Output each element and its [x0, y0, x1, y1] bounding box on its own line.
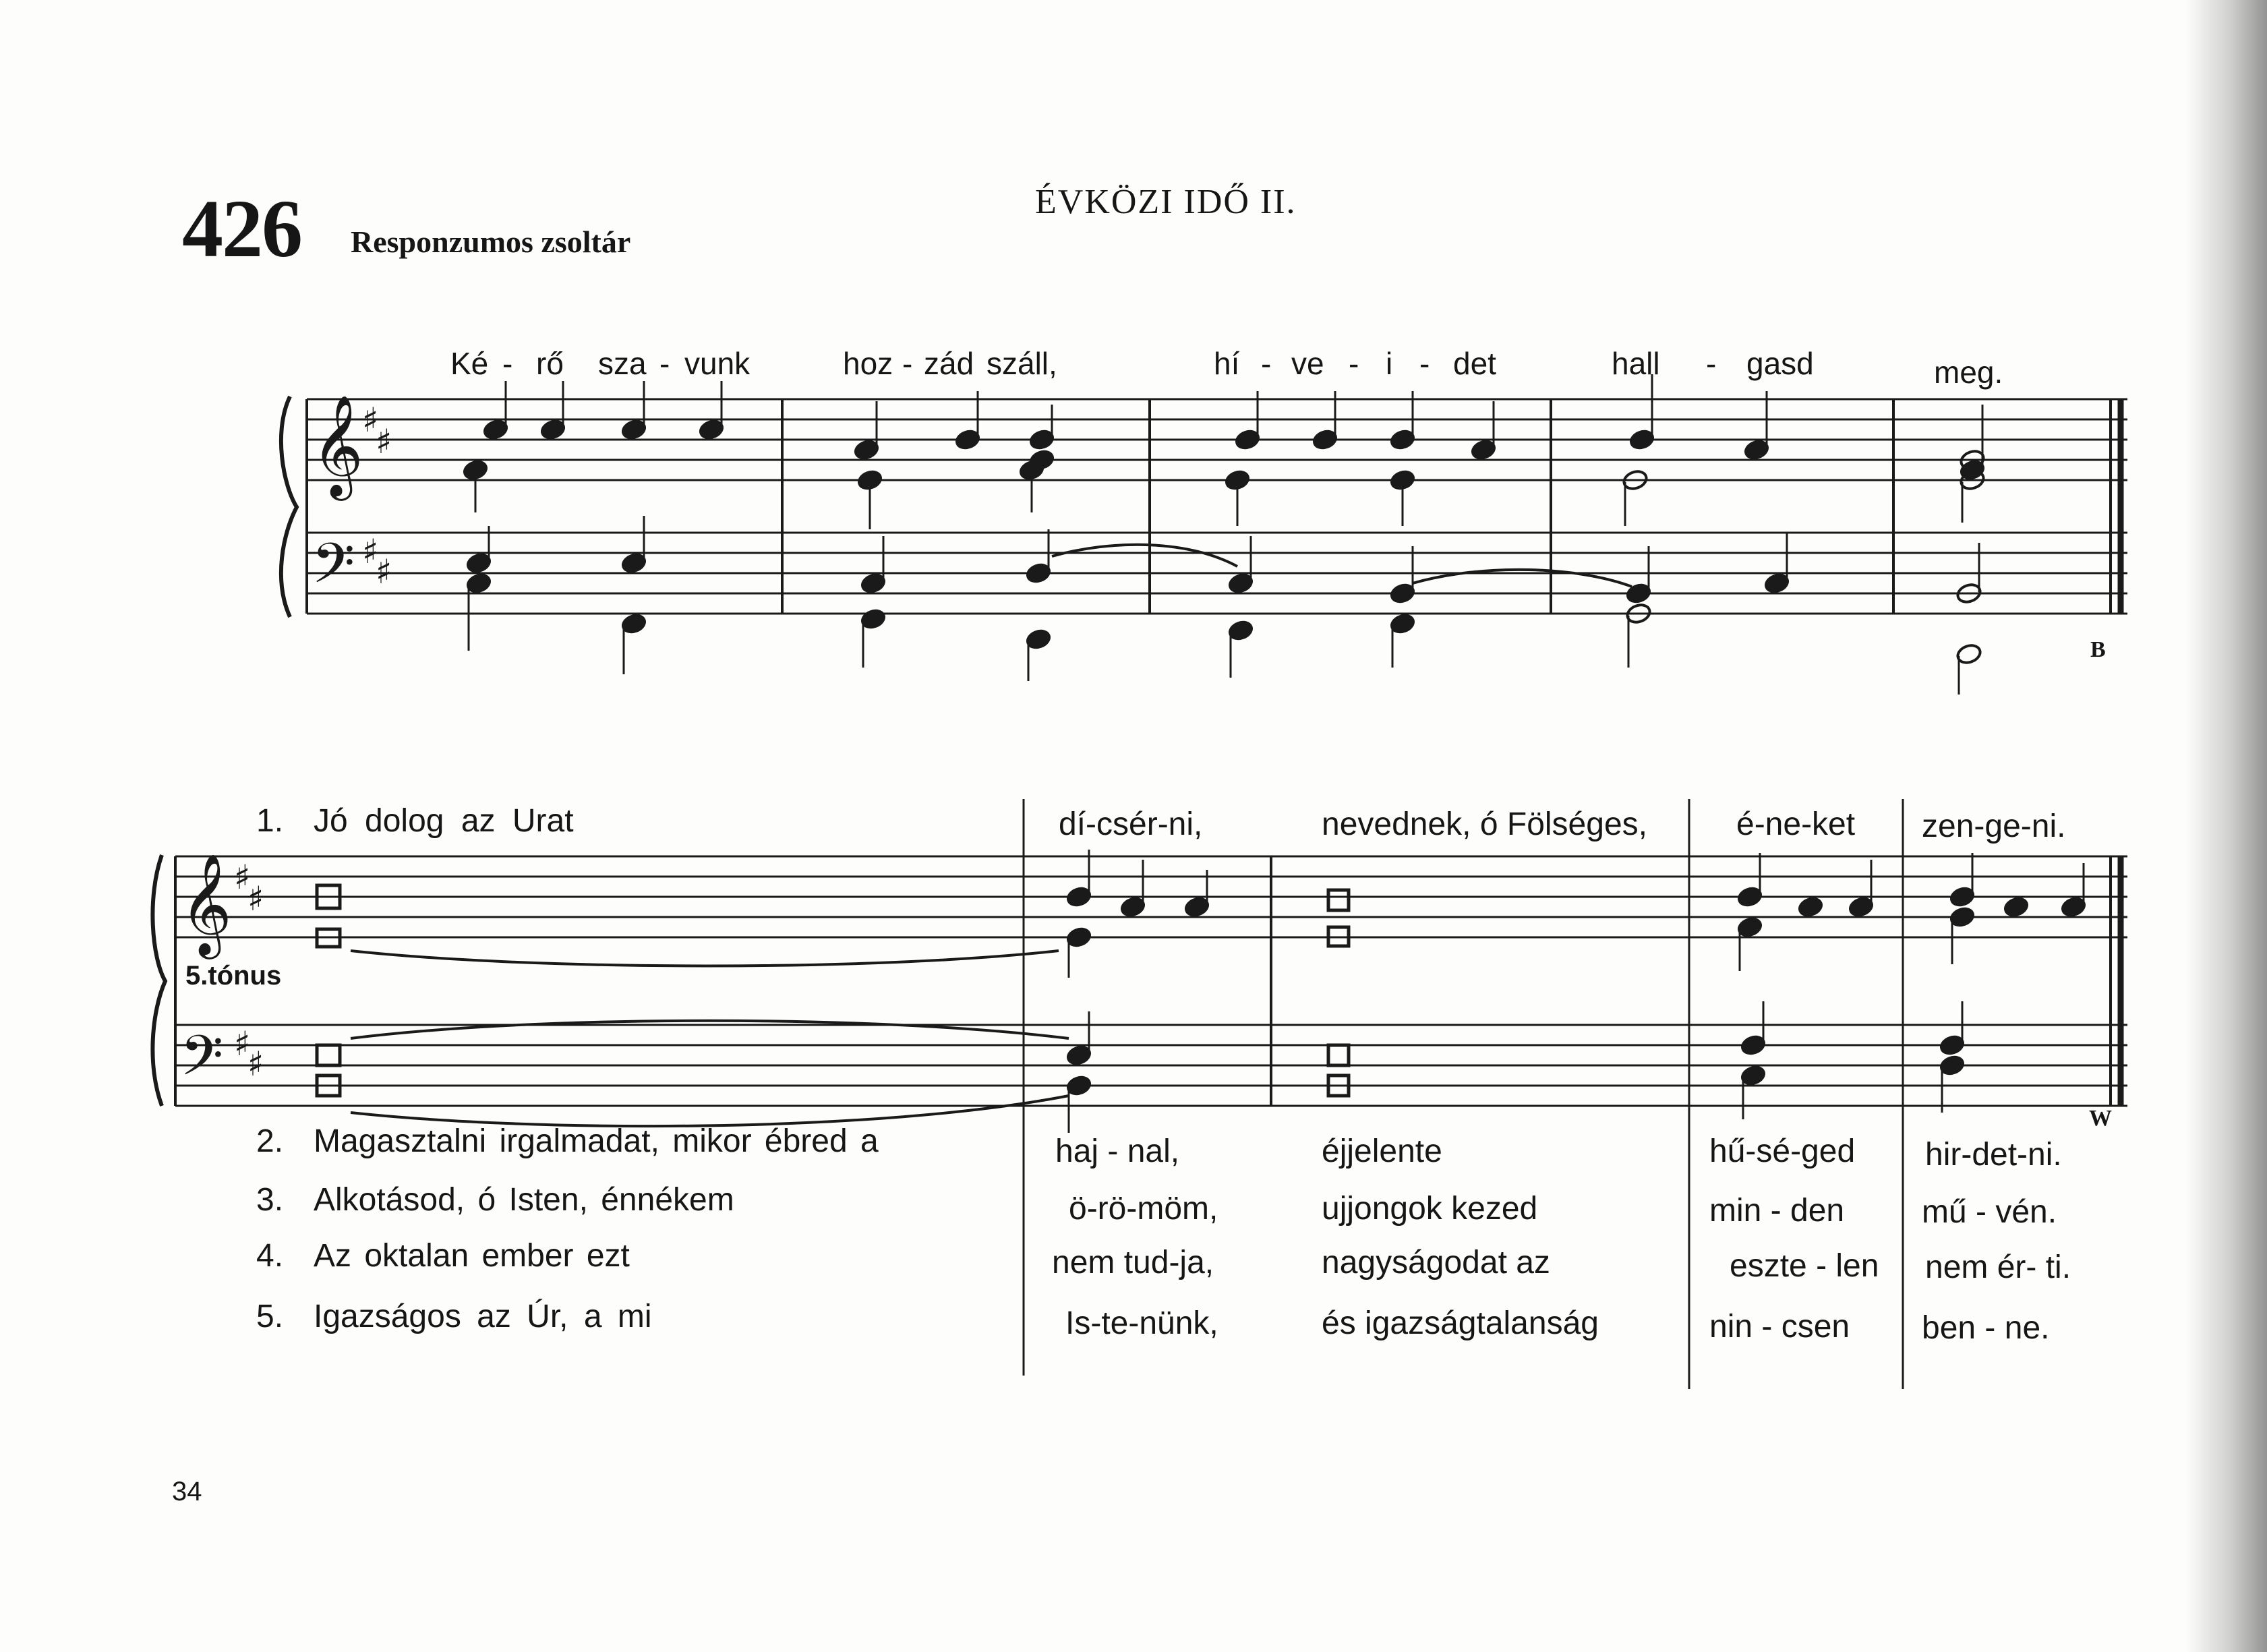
refrain-end-marker: B — [2090, 637, 2106, 662]
verse-reciting-text: Az oktalan ember ezt — [314, 1238, 630, 1274]
verse-middle-text: nagyságodat az — [1322, 1245, 1550, 1280]
verse-reciting-text: Igazságos az Úr, a mi — [314, 1299, 652, 1334]
refrain-syllable: - — [1419, 346, 1430, 381]
refrain-syllable: det — [1453, 346, 1496, 381]
verse-cadence-2: nin - csen — [1709, 1309, 1850, 1345]
page-title: ÉVKÖZI IDŐ II. — [1035, 183, 1297, 221]
refrain-syllable: - — [1706, 346, 1717, 381]
psalm-treble-staff — [175, 856, 2127, 937]
refrain-syllable: - — [1349, 346, 1359, 381]
refrain-syllable: hí — [1214, 346, 1240, 381]
key-signature-sharp: ♯ — [247, 1044, 264, 1084]
verse-cadence-1: Is-te-nünk, — [1065, 1305, 1218, 1341]
verse-cadence-1: ö-rö-möm, — [1069, 1191, 1218, 1227]
verse-reciting-text: Alkotásod, ó Isten, énnékem — [314, 1182, 734, 1218]
verse-middle-text: nevednek, ó Fölséges, — [1322, 806, 1647, 842]
verse-cadence-2: min - den — [1709, 1193, 1845, 1229]
refrain-notes — [462, 374, 1986, 695]
psalm-end-marker: W — [2089, 1106, 2112, 1131]
tone-label: 5.tónus — [185, 961, 282, 991]
refrain-barlines — [782, 399, 2121, 614]
system-brace — [281, 396, 297, 617]
key-signature-sharp: ♯ — [376, 422, 392, 461]
refrain-syllable: Ké — [450, 346, 489, 381]
psalm-notes — [317, 850, 2087, 1133]
hymn-subtitle: Responzumos zsoltár — [351, 225, 631, 259]
key-signature-sharp: ♯ — [234, 858, 251, 897]
verse-middle-text: és igazságtalanság — [1322, 1305, 1599, 1341]
page-number: 34 — [172, 1477, 202, 1506]
refrain-syllable: sza — [598, 346, 647, 381]
bass-clef: 𝄢 — [312, 531, 355, 610]
verse-cadence-3: ben - ne. — [1922, 1310, 2050, 1346]
verse-middle-text: éjjelente — [1322, 1133, 1442, 1169]
key-signature-sharp: ♯ — [234, 1024, 251, 1063]
refrain-syllable: rő — [536, 346, 564, 381]
refrain-syllable: száll, — [987, 346, 1057, 381]
psalm-barlines — [1024, 799, 2121, 1389]
verse-number: 1. — [256, 803, 284, 839]
refrain-syllable: ve — [1291, 346, 1324, 381]
refrain-syllable: zád — [924, 346, 974, 381]
psalm-bass-staff — [175, 1025, 2127, 1106]
treble-clef: 𝄞 — [312, 394, 363, 496]
verse-cadence-1: dí-csér-ni, — [1059, 806, 1203, 842]
key-signature-sharp: ♯ — [362, 532, 379, 571]
verse-number: 4. — [256, 1238, 284, 1274]
refrain-syllable: hoz — [843, 346, 893, 381]
refrain-syllable: gasd — [1746, 346, 1814, 381]
verse-middle-text: ujjongok kezed — [1322, 1191, 1538, 1227]
verse-cadence-3: nem ér- ti. — [1925, 1249, 2071, 1285]
refrain-syllable: meg. — [1934, 355, 2003, 390]
refrain-syllable: - — [502, 346, 513, 381]
verse-cadence-3: zen-ge-ni. — [1922, 808, 2066, 844]
bass-clef: 𝄢 — [180, 1023, 224, 1102]
psalm-ties — [351, 951, 1069, 1126]
key-signature-sharp: ♯ — [247, 879, 264, 918]
verse-reciting-text: Magasztalni irgalmadat, mikor ébred a — [314, 1123, 879, 1159]
refrain-syllable: - — [659, 346, 670, 381]
key-signature-sharp: ♯ — [362, 401, 379, 440]
refrain-syllable: i — [1386, 346, 1393, 381]
treble-clef: 𝄞 — [180, 852, 232, 955]
refrain-treble-staff — [307, 399, 2127, 480]
verse-cadence-3: hir-det-ni. — [1925, 1137, 2062, 1173]
verse-number: 3. — [256, 1182, 284, 1218]
system-brace — [152, 855, 165, 1106]
verse-cadence-1: haj - nal, — [1055, 1133, 1180, 1169]
verse-cadence-2: hű-sé-ged — [1709, 1133, 1856, 1169]
refrain-ties — [1052, 545, 1632, 587]
verse-cadence-2: é-ne-ket — [1736, 806, 1856, 842]
key-signature-sharp: ♯ — [376, 552, 392, 591]
refrain-syllable: hall — [1612, 346, 1660, 381]
verse-number: 5. — [256, 1299, 284, 1334]
refrain-bass-staff — [307, 533, 2127, 614]
refrain-syllable: - — [902, 346, 913, 381]
verse-cadence-3: mű - vén. — [1922, 1194, 2057, 1230]
verse-reciting-text: Jó dolog az Urat — [314, 803, 574, 839]
verse-cadence-1: nem tud-ja, — [1052, 1245, 1214, 1280]
verse-number: 2. — [256, 1123, 284, 1159]
verse-cadence-2: eszte - len — [1730, 1248, 1879, 1284]
hymn-number: 426 — [182, 183, 301, 274]
refrain-syllable: - — [1261, 346, 1272, 381]
refrain-syllable: vunk — [684, 346, 750, 381]
